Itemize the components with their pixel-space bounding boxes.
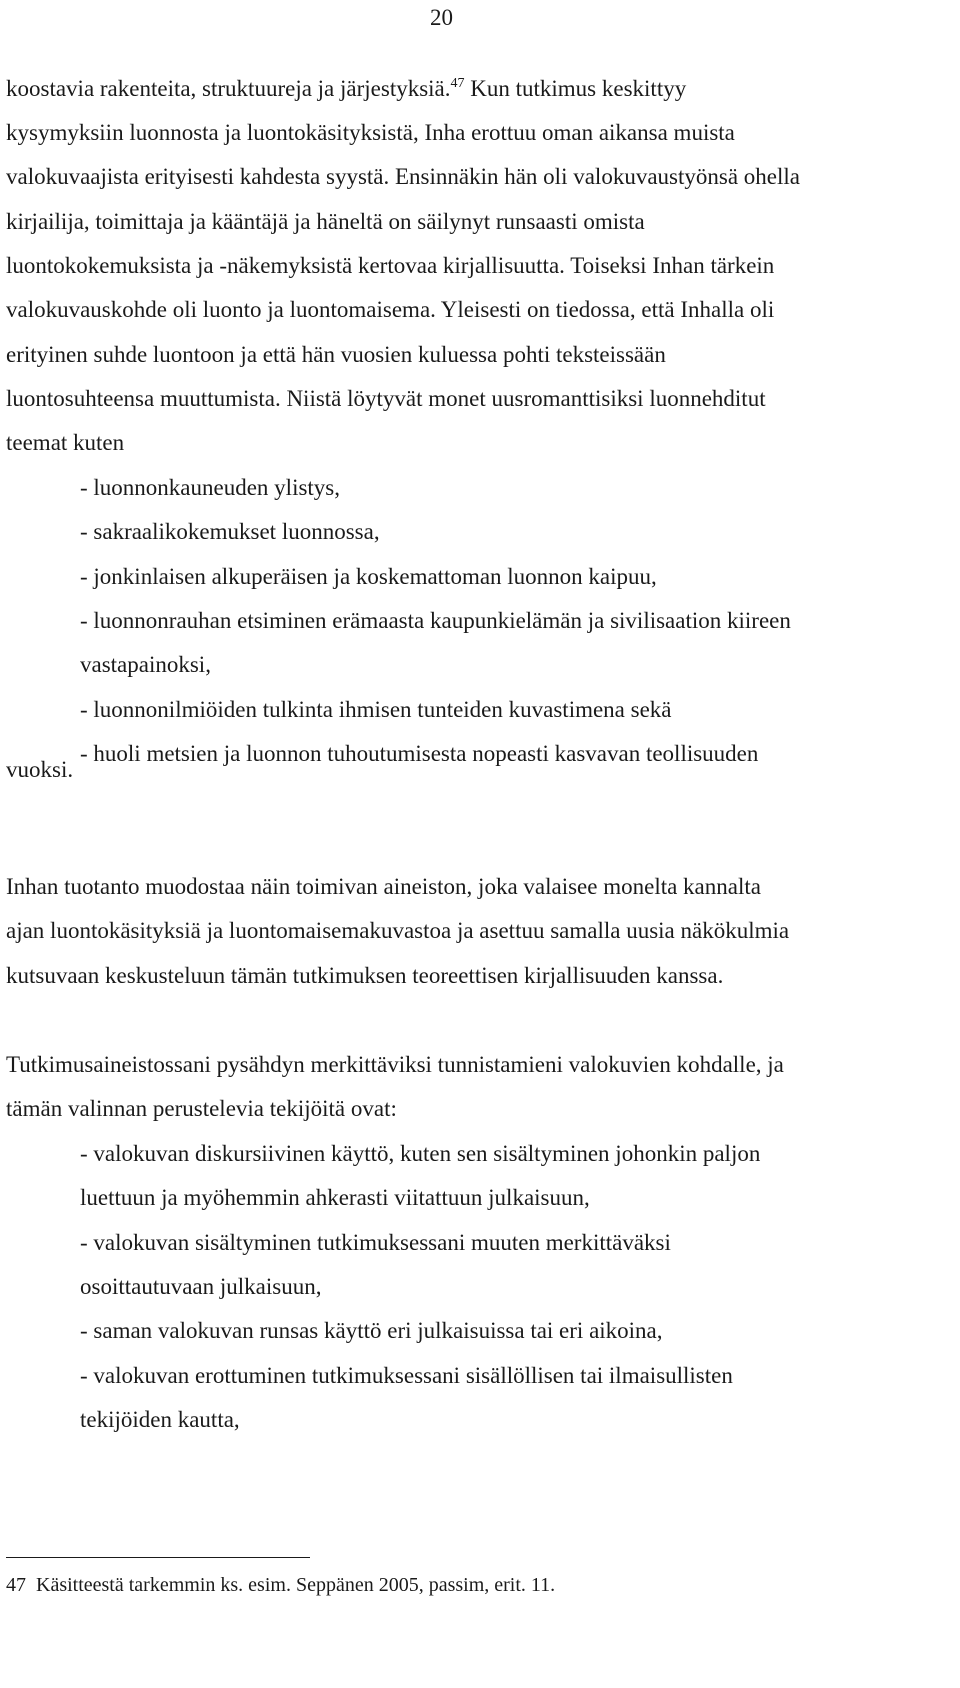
text-line [6,74,686,104]
page-number: 20 [430,5,453,30]
list-item-continuation: vastapainoksi, [80,652,211,677]
list-item: - huoli metsien ja luonnon tuhoutumisesta nopeasti kasvavan teollisuuden [80,741,759,766]
text-line: kysymyksiin luonnosta ja luontokäsityksistä, Inha erottuu oman aikansa muista [6,120,735,145]
footnote [6,1572,555,1598]
list-item: - luonnonrauhan etsiminen erämaasta kaupunkielämän ja sivilisaation kiireen [80,608,791,633]
list-item-continuation: tekijöiden kautta, [80,1407,240,1432]
text-line: kutsuvaan keskusteluun tämän tutkimuksen teoreettisen kirjallisuuden kanssa. [6,963,724,988]
text-line: tämän valinnan perustelevia tekijöitä ovat: [6,1096,397,1121]
text-line: luontokokemuksista ja -näkemyksistä kertovaa kirjallisuutta. Toiseksi Inhan tärkein [6,253,775,278]
list-item: - jonkinlaisen alkuperäisen ja koskemattoman luonnon kaipuu, [80,564,657,589]
text-line: Inhan tuotanto muodostaa näin toimivan aineiston, joka valaisee monelta kannalta [6,874,761,899]
footnote-text: Käsitteestä tarkemmin ks. esim. Seppänen 2005, passim, erit. 11. [36,1574,556,1596]
footnote-spacer [26,1574,36,1596]
text-line: kirjailija, toimittaja ja kääntäjä ja häneltä on säilynyt runsaasti omista [6,209,645,234]
text-span: koostavia rakenteita, struktuureja ja järjestyksiä. [6,76,451,101]
list-item: - luonnonkauneuden ylistys, [80,475,340,500]
text-line: valokuvaajista erityisesti kahdesta syystä. Ensinnäkin hän oli valokuvaustyönsä ohella [6,164,800,189]
footnote-number: 47 [6,1574,26,1596]
text-line: valokuvauskohde oli luonto ja luontomaisema. Yleisesti on tiedossa, että Inhalla oli [6,297,775,322]
text-line: teemat kuten [6,430,125,455]
list-item: - luonnonilmiöiden tulkinta ihmisen tunteiden kuvastimena sekä [80,697,672,722]
text-line: Tutkimusaineistossani pysähdyn merkittäviksi tunnistamieni valokuvien kohdalle, ja [6,1052,784,1077]
footnote-reference[interactable]: 47 [450,76,465,91]
text-span: Kun tutkimus keskittyy [464,76,687,101]
list-item: - valokuvan diskursiivinen käyttö, kuten sen sisältyminen johonkin paljon [80,1141,761,1166]
list-item: - valokuvan erottuminen tutkimuksessani sisällöllisen tai ilmaisullisten [80,1363,733,1388]
list-item-continuation: osoittautuvaan julkaisuun, [80,1274,322,1299]
text-line: luontosuhteensa muuttumista. Niistä löytyvät monet uusromanttisiksi luonnehditut [6,386,766,411]
text-line: erityinen suhde luontoon ja että hän vuosien kuluessa pohti teksteissään [6,342,666,367]
text-line: ajan luontokäsityksiä ja luontomaisemakuvastoa ja asettuu samalla uusia näkökulmia [6,918,790,943]
list-item-continuation: luettuun ja myöhemmin ahkerasti viitattuun julkaisuun, [80,1185,590,1210]
list-item: - saman valokuvan runsas käyttö eri julkaisuissa tai eri aikoina, [80,1318,663,1343]
list-item-continuation: vuoksi. [6,757,74,782]
footnote-separator [6,1557,310,1558]
list-item: - valokuvan sisältyminen tutkimuksessani muuten merkittäväksi [80,1230,671,1255]
list-item: - sakraalikokemukset luonnossa, [80,519,380,544]
